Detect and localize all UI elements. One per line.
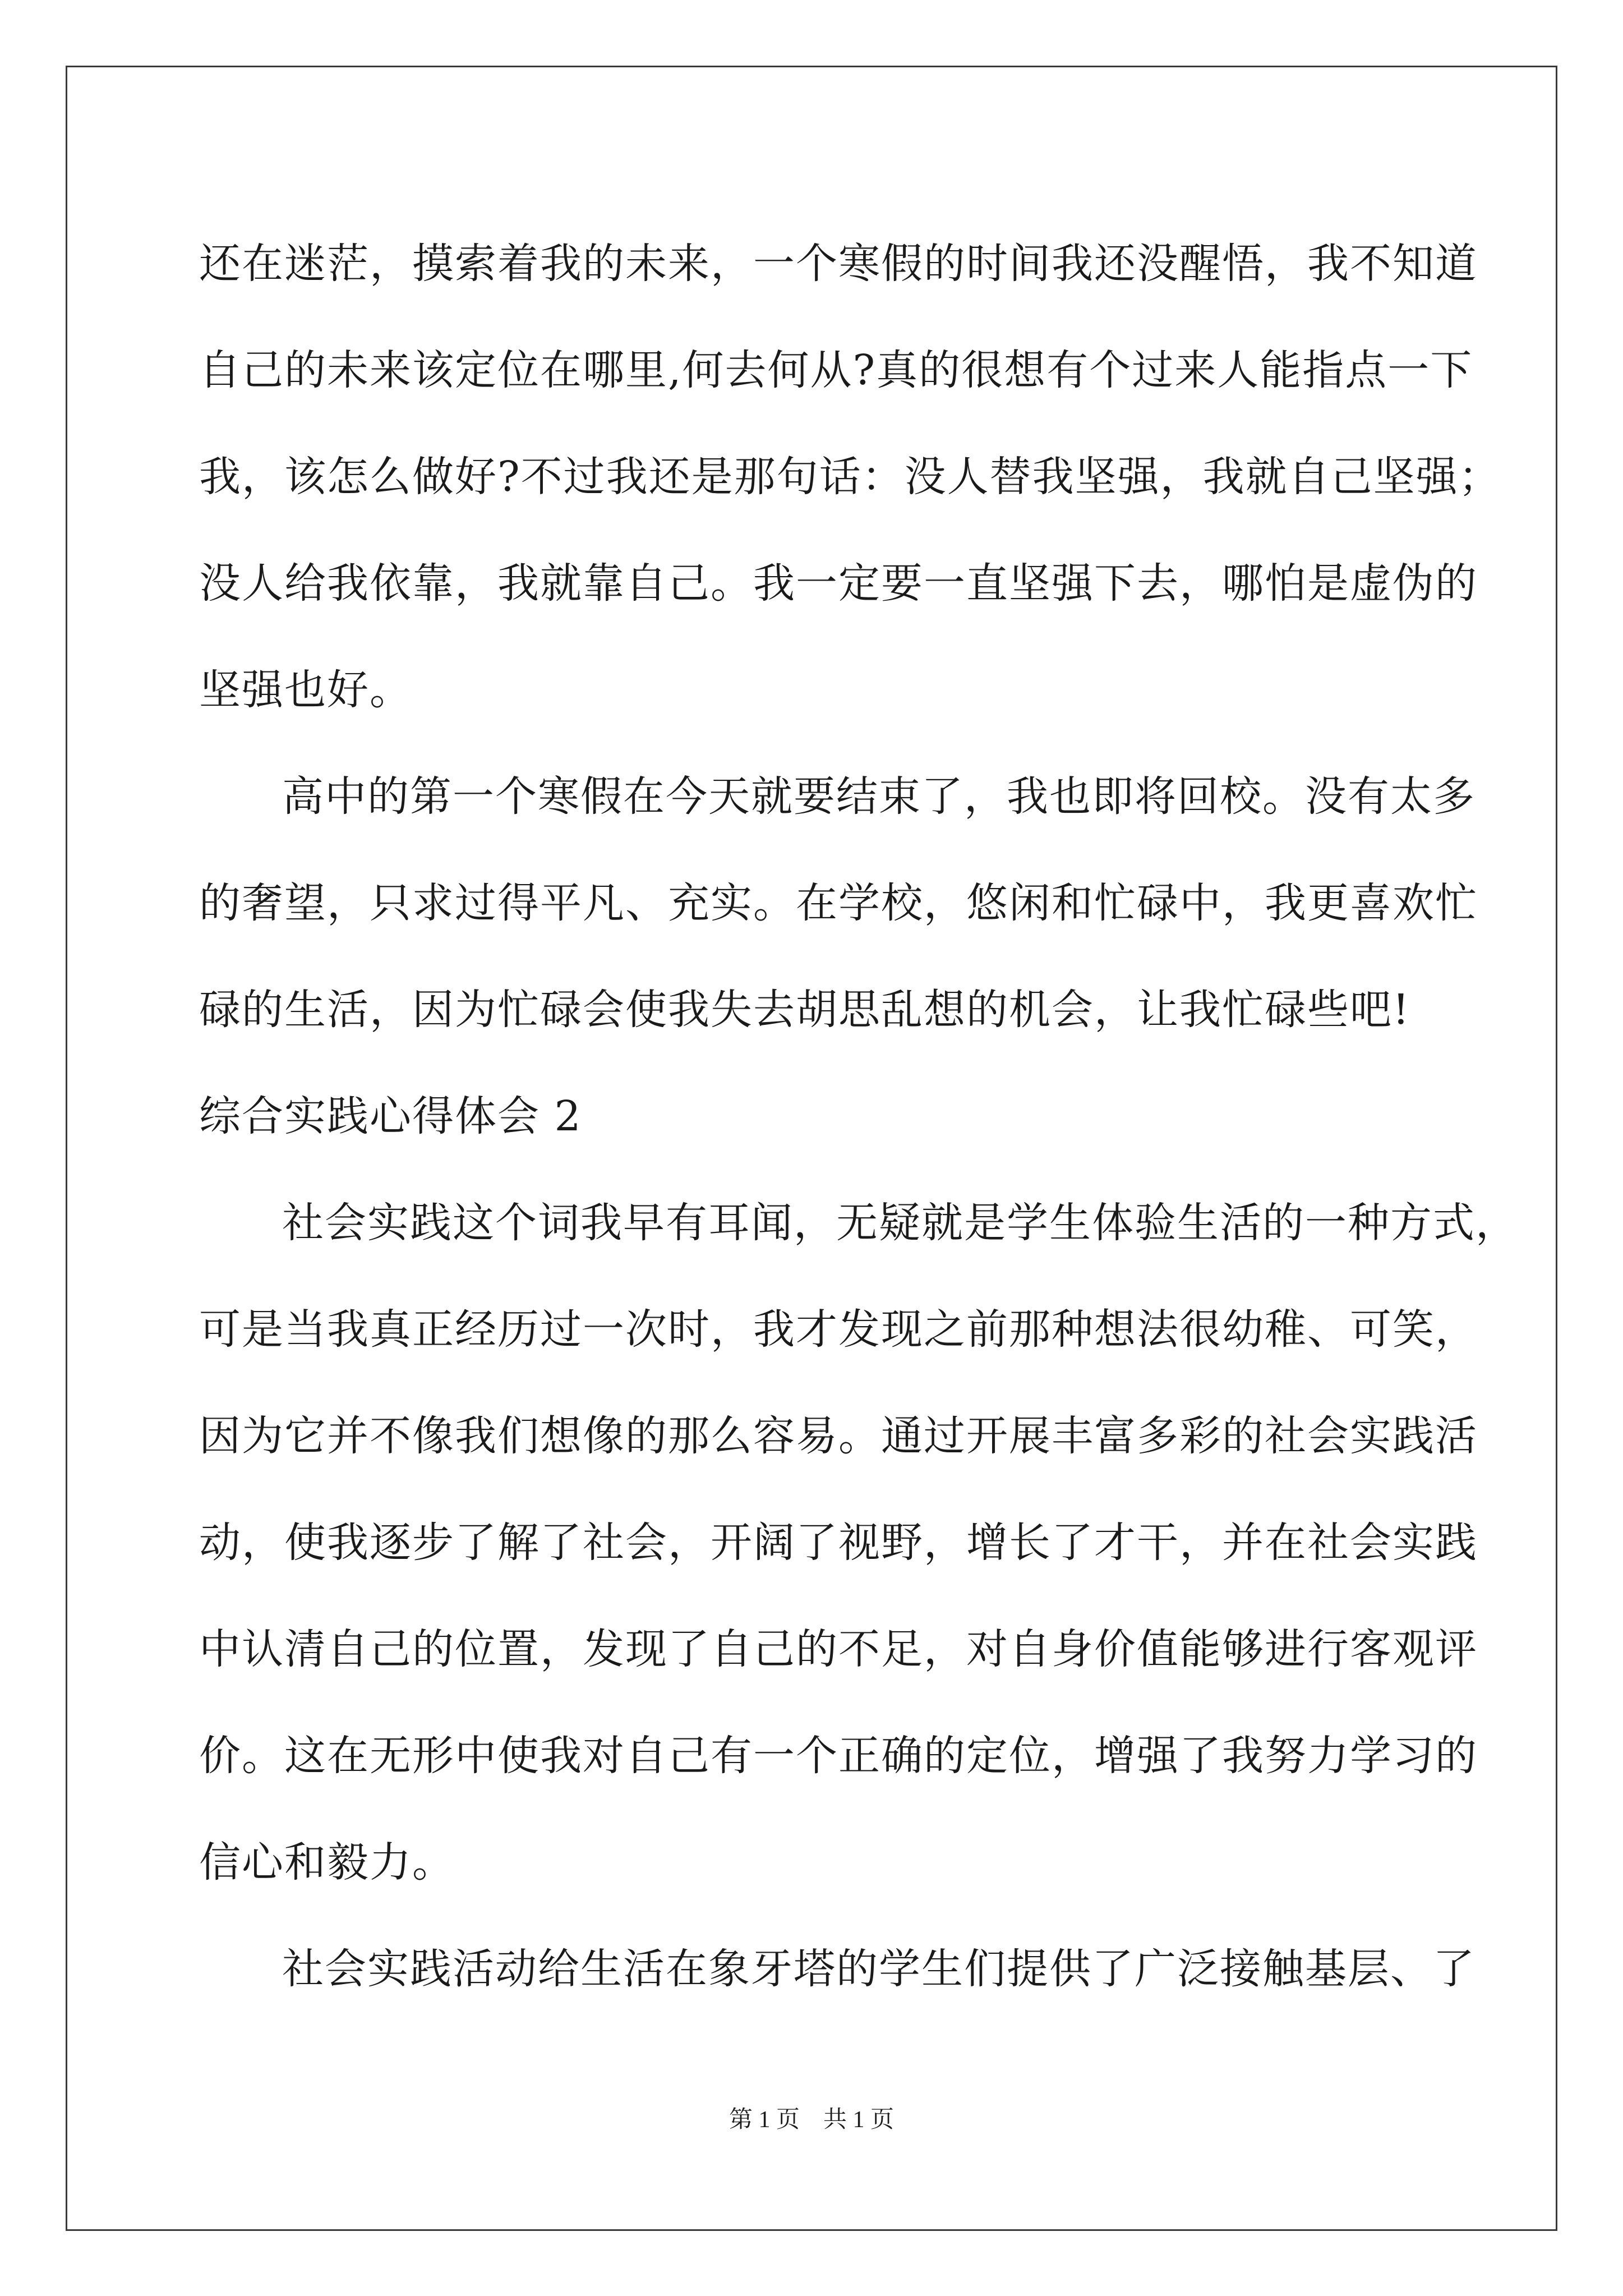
text-line: 社会实践这个词我早有耳闻，无疑就是学生体验生活的一种方式， [282, 1199, 1518, 1247]
text-line: 高中的第一个寒假在今天就要结束了，我也即将回校。没有太多 [282, 772, 1476, 821]
text-line: 自己的未来该定位在哪里,何去何从?真的很想有个过来人能指点一下 [199, 346, 1473, 394]
text-line: 社会实践活动给生活在象牙塔的学生们提供了广泛接触基层、了 [282, 1945, 1476, 1993]
text-line: 没人给我依靠，我就靠自己。我一定要一直坚强下去，哪怕是虚伪的 [199, 559, 1478, 608]
page-footer: 第 1 页 共 1 页 [728, 2107, 894, 2133]
section-heading: 综合实践心得体会 2 [199, 1092, 582, 1140]
text-line: 还在迷茫，摸索着我的未来，一个寒假的时间我还没醒悟，我不知道 [199, 240, 1478, 288]
text-line: 因为它并不像我们想像的那么容易。通过开展丰富多彩的社会实践活 [199, 1412, 1478, 1460]
text-line: 的奢望，只求过得平凡、充实。在学校，悠闲和忙碌中，我更喜欢忙 [199, 879, 1478, 927]
text-line: 坚强也好。 [199, 666, 412, 714]
text-line: 价。这在无形中使我对自己有一个正确的定位，增强了我努力学习的 [199, 1732, 1478, 1780]
text-line: 中认清自己的位置，发现了自己的不足，对自身价值能够进行客观评 [199, 1625, 1478, 1673]
text-line: 信心和毅力。 [199, 1838, 455, 1887]
text-line: 我，该怎么做好?不过我还是那句话：没人替我坚强，我就自己坚强； [199, 453, 1501, 501]
text-line: 可是当我真正经历过一次时，我才发现之前那种想法很幼稚、可笑， [199, 1305, 1478, 1354]
text-line: 碌的生活，因为忙碌会使我失去胡思乱想的机会，让我忙碌些吧! [199, 986, 1410, 1034]
text-line: 动，使我逐步了解了社会，开阔了视野，增长了才干，并在社会实践 [199, 1519, 1478, 1567]
document-body [199, 210, 1518, 2022]
